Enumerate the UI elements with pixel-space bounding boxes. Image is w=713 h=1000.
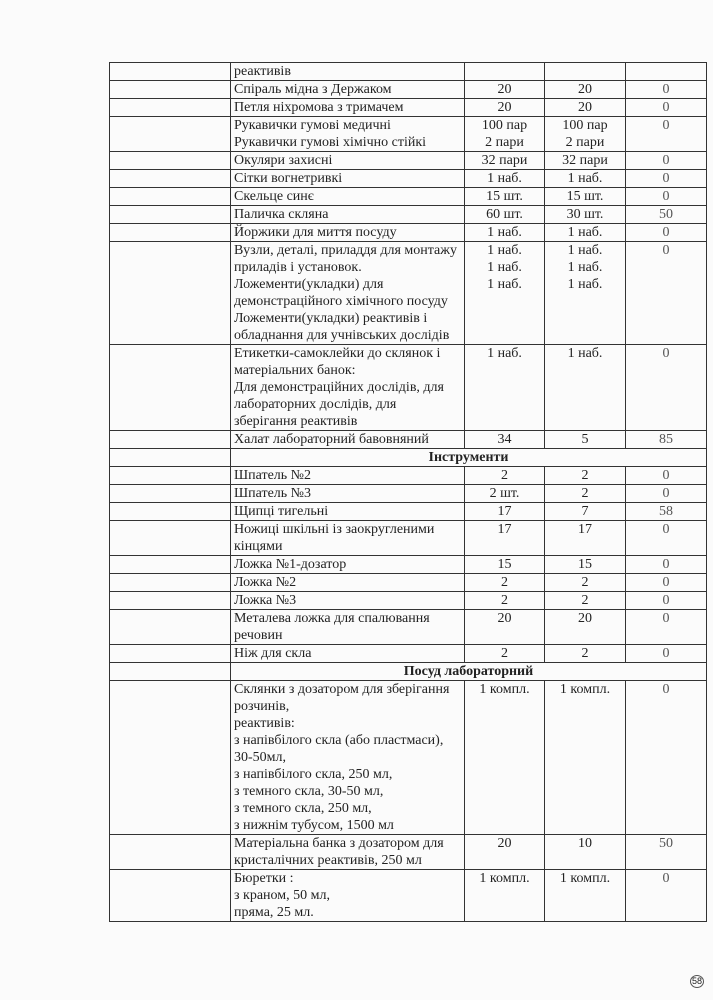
quantity-available-cell: 1 наб. [545, 345, 626, 431]
quantity-required-cell: 1 компл. [465, 681, 545, 835]
quantity-required-cell: 20 [465, 99, 545, 117]
table-row [110, 645, 707, 663]
quantity-required-cell: 15 шт. [465, 188, 545, 206]
item-name-cell: Паличка скляна [231, 206, 465, 224]
blank-cell [110, 206, 231, 224]
quantity-available-cell: 5 [545, 431, 626, 449]
blank-cell [110, 224, 231, 242]
percent-needed-cell: 0 [626, 152, 707, 170]
blank-cell [110, 870, 231, 922]
quantity-available-cell: 100 пар 2 пари [545, 117, 626, 152]
quantity-available-cell: 20 [545, 81, 626, 99]
table-row [110, 81, 707, 99]
item-name-cell: реактивів [231, 63, 465, 81]
percent-needed-cell: 0 [626, 556, 707, 574]
item-name-cell: Ложка №3 [231, 592, 465, 610]
blank-cell [110, 345, 231, 431]
section-row [110, 663, 707, 681]
item-name-cell: Ножиці шкільні із заокругленими кінцями [231, 521, 465, 556]
quantity-available-cell: 7 [545, 503, 626, 521]
quantity-required-cell: 2 шт. [465, 485, 545, 503]
quantity-available-cell: 20 [545, 610, 626, 645]
percent-needed-cell: 0 [626, 345, 707, 431]
quantity-available-cell: 10 [545, 835, 626, 870]
section-title: Посуд лабораторний [231, 663, 707, 681]
item-name-cell: Спіраль мідна з Держаком [231, 81, 465, 99]
table-row [110, 188, 707, 206]
table-row [110, 431, 707, 449]
item-name-cell: Ложка №1-дозатор [231, 556, 465, 574]
table-row [110, 99, 707, 117]
quantity-required-cell: 100 пар 2 пари [465, 117, 545, 152]
page-number: 58 [691, 976, 702, 986]
item-name-cell: Шпатель №2 [231, 467, 465, 485]
blank-cell [110, 242, 231, 345]
percent-needed-cell: 50 [626, 206, 707, 224]
quantity-required-cell: 2 [465, 645, 545, 663]
table-row [110, 870, 707, 922]
item-name-cell: Ложка №2 [231, 574, 465, 592]
blank-cell [110, 574, 231, 592]
percent-needed-cell: 0 [626, 870, 707, 922]
blank-cell [110, 170, 231, 188]
quantity-required-cell: 1 наб. [465, 224, 545, 242]
item-name-cell: Скельце синє [231, 188, 465, 206]
blank-cell [110, 556, 231, 574]
quantity-required-cell: 2 [465, 467, 545, 485]
table-row [110, 170, 707, 188]
table-row [110, 63, 707, 81]
item-name-cell: Рукавички гумові медичні Рукавички гумові хімічно стійкі [231, 117, 465, 152]
quantity-available-cell: 15 [545, 556, 626, 574]
item-name-cell: Сітки вогнетривкі [231, 170, 465, 188]
item-name-cell: Металева ложка для спалювання речовин [231, 610, 465, 645]
percent-needed-cell: 0 [626, 170, 707, 188]
percent-needed-cell: 0 [626, 574, 707, 592]
quantity-required-cell: 20 [465, 81, 545, 99]
quantity-available-cell: 2 [545, 467, 626, 485]
table-row [110, 152, 707, 170]
blank-cell [110, 81, 231, 99]
table-row [110, 242, 707, 345]
table-row [110, 345, 707, 431]
section-title: Інструменти [231, 449, 707, 467]
percent-needed-cell: 58 [626, 503, 707, 521]
percent-needed-cell: 0 [626, 99, 707, 117]
blank-cell [110, 521, 231, 556]
quantity-available-cell: 2 [545, 592, 626, 610]
table-row [110, 835, 707, 870]
blank-cell [110, 188, 231, 206]
percent-needed-cell: 0 [626, 521, 707, 556]
quantity-required-cell: 34 [465, 431, 545, 449]
percent-needed-cell: 0 [626, 485, 707, 503]
percent-needed-cell: 0 [626, 592, 707, 610]
quantity-available-cell: 1 наб. 1 наб. 1 наб. [545, 242, 626, 345]
table-row [110, 485, 707, 503]
blank-cell [110, 63, 231, 81]
percent-needed-cell: 50 [626, 835, 707, 870]
item-name-cell: Халат лабораторний бавовняний [231, 431, 465, 449]
quantity-available-cell: 32 пари [545, 152, 626, 170]
percent-needed-cell: 0 [626, 242, 707, 345]
blank-cell [110, 835, 231, 870]
quantity-available-cell: 1 наб. [545, 170, 626, 188]
quantity-available-cell: 1 наб. [545, 224, 626, 242]
blank-cell [110, 152, 231, 170]
table-row [110, 503, 707, 521]
table-row [110, 574, 707, 592]
quantity-available-cell: 1 компл. [545, 681, 626, 835]
table-row [110, 610, 707, 645]
blank-cell [110, 592, 231, 610]
quantity-required-cell: 20 [465, 835, 545, 870]
percent-needed-cell: 85 [626, 431, 707, 449]
table-row [110, 467, 707, 485]
quantity-required-cell: 32 пари [465, 152, 545, 170]
quantity-required-cell: 17 [465, 521, 545, 556]
percent-needed-cell: 0 [626, 188, 707, 206]
quantity-available-cell: 17 [545, 521, 626, 556]
item-name-cell: Бюретки : з краном, 50 мл, пряма, 25 мл. [231, 870, 465, 922]
quantity-required-cell: 2 [465, 574, 545, 592]
item-name-cell: Вузли, деталі, приладдя для монтажу приладів і установок. Ложементи(укладки) для демонстраційного хімічного посуду Ложементи(укладки) реактивів і обладнання для учнівських дослідів [231, 242, 465, 345]
blank-cell [110, 681, 231, 835]
blank-cell [110, 117, 231, 152]
table-row [110, 681, 707, 835]
inventory-table [109, 62, 707, 922]
blank-cell [110, 485, 231, 503]
percent-needed-cell: 0 [626, 610, 707, 645]
quantity-required-cell: 60 шт. [465, 206, 545, 224]
quantity-available-cell: 20 [545, 99, 626, 117]
item-name-cell: Шпатель №3 [231, 485, 465, 503]
blank-cell [110, 467, 231, 485]
section-row [110, 449, 707, 467]
item-name-cell: Ніж для скла [231, 645, 465, 663]
quantity-available-cell: 2 [545, 574, 626, 592]
quantity-required-cell: 1 компл. [465, 870, 545, 922]
quantity-required-cell: 1 наб. 1 наб. 1 наб. [465, 242, 545, 345]
table-row [110, 592, 707, 610]
inventory-table-body [110, 63, 707, 922]
percent-needed-cell: 0 [626, 117, 707, 152]
percent-needed-cell: 0 [626, 81, 707, 99]
quantity-available-cell: 2 [545, 645, 626, 663]
quantity-available-cell: 15 шт. [545, 188, 626, 206]
blank-cell [110, 645, 231, 663]
item-name-cell: Склянки з дозатором для зберігання розчинів, реактивів: з напівбілого скла (або пластмаси), 30-50мл, з напівбілого скла, 250 мл, з темного скла, 30-50 мл, з темного скла, 250 мл, з нижнім тубусом, 1500 мл [231, 681, 465, 835]
table-row [110, 117, 707, 152]
quantity-required-cell: 2 [465, 592, 545, 610]
item-name-cell: Петля ніхромова з тримачем [231, 99, 465, 117]
quantity-required-cell: 17 [465, 503, 545, 521]
quantity-available-cell [545, 63, 626, 81]
blank-cell [110, 663, 231, 681]
percent-needed-cell: 0 [626, 224, 707, 242]
table-row [110, 521, 707, 556]
quantity-required-cell: 20 [465, 610, 545, 645]
blank-cell [110, 99, 231, 117]
item-name-cell: Йоржики для миття посуду [231, 224, 465, 242]
item-name-cell: Щипці тигельні [231, 503, 465, 521]
percent-needed-cell: 0 [626, 645, 707, 663]
blank-cell [110, 610, 231, 645]
percent-needed-cell: 0 [626, 467, 707, 485]
table-row [110, 206, 707, 224]
table-row [110, 224, 707, 242]
quantity-required-cell: 15 [465, 556, 545, 574]
blank-cell [110, 431, 231, 449]
percent-needed-cell: 0 [626, 681, 707, 835]
quantity-required-cell: 1 наб. [465, 170, 545, 188]
item-name-cell: Етикетки-самоклейки до склянок і матеріальних банок: Для демонстраційних дослідів, для лабораторних дослідів, для зберігання реактивів [231, 345, 465, 431]
item-name-cell: Окуляри захисні [231, 152, 465, 170]
table-row [110, 556, 707, 574]
quantity-required-cell: 1 наб. [465, 345, 545, 431]
blank-cell [110, 449, 231, 467]
quantity-available-cell: 30 шт. [545, 206, 626, 224]
quantity-available-cell: 2 [545, 485, 626, 503]
quantity-required-cell [465, 63, 545, 81]
percent-needed-cell [626, 63, 707, 81]
item-name-cell: Матеріальна банка з дозатором для кристалічних реактивів, 250 мл [231, 835, 465, 870]
blank-cell [110, 503, 231, 521]
quantity-available-cell: 1 компл. [545, 870, 626, 922]
